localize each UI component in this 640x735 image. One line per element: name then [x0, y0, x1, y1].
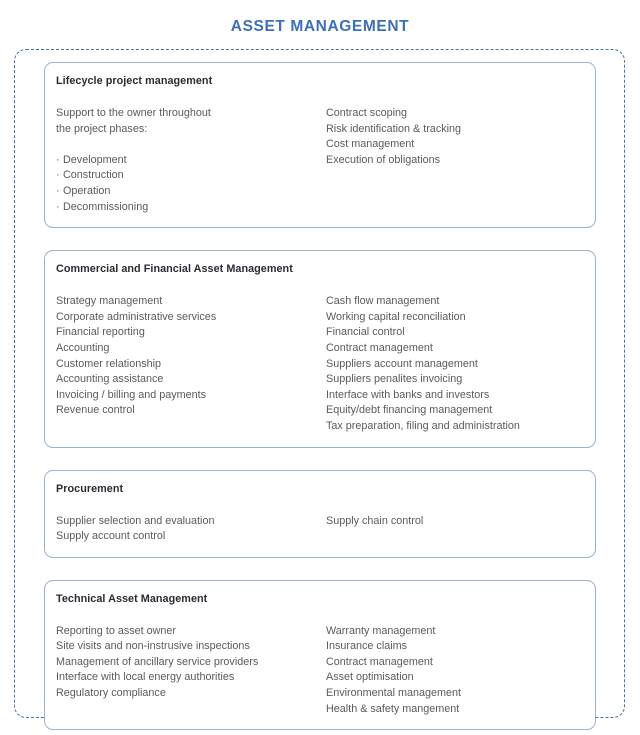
list-item: Reporting to asset owner [56, 624, 177, 637]
page-title: ASSET MANAGEMENT [230, 18, 410, 35]
list-item: Management of ancillary service providers [56, 655, 259, 668]
list-item: Execution of obligations [326, 153, 441, 166]
card-lifecycle-project-management [44, 62, 596, 228]
list-item: Contract management [326, 341, 433, 354]
list-item: Suppliers account management [326, 357, 478, 370]
bullet-icon: · [56, 184, 60, 197]
card-left-column [56, 106, 326, 215]
list-item: Working capital reconciliation [326, 310, 466, 323]
card-columns [56, 294, 584, 434]
list-item: Site visits and non-instrusive inspections [56, 640, 250, 653]
list-item: Warranty management [326, 624, 436, 637]
card-left-column [56, 514, 326, 545]
list-item [56, 184, 326, 200]
spacer [56, 137, 326, 153]
list-item: Asset optimisation [326, 671, 414, 684]
list-item [56, 153, 326, 169]
bullet-icon: · [56, 153, 60, 166]
list-item: Contract scoping [326, 107, 408, 119]
list-item: Corporate administrative services [56, 310, 217, 323]
list-item: Revenue control [56, 404, 135, 417]
card-heading: Procurement [56, 482, 124, 495]
card-right-column [326, 624, 584, 718]
list-item: Cash flow management [326, 295, 440, 308]
intro-line: Support to the owner throughout [56, 107, 211, 119]
list-item: Interface with banks and investors [326, 388, 490, 401]
list-item: Regulatory compliance [56, 687, 166, 700]
list-item-label: Decommissioning [63, 200, 149, 213]
bullet-icon: · [56, 200, 60, 213]
list-item: Interface with local energy authorities [56, 671, 235, 684]
list-item: Financial reporting [56, 326, 145, 339]
list-item: Suppliers penalites invoicing [326, 373, 463, 386]
list-item-label: Operation [63, 184, 111, 197]
card-right-column [326, 514, 584, 530]
list-item: Accounting [56, 341, 110, 354]
list-item: Insurance claims [326, 640, 408, 653]
list-item: Risk identification & tracking [326, 122, 462, 135]
card-right-column [326, 294, 584, 434]
list-item: Equity/debt financing management [326, 404, 493, 417]
card-left-column [56, 294, 326, 419]
card-columns [56, 106, 584, 215]
card-heading: Technical Asset Management [56, 592, 208, 605]
list-item-label: Development [63, 153, 127, 166]
list-item: Contract management [326, 655, 433, 668]
list-item: Accounting assistance [56, 373, 164, 386]
list-item: Financial control [326, 326, 405, 339]
card-procurement [44, 470, 596, 558]
list-item-label: Construction [63, 169, 124, 182]
list-item: Tax preparation, filing and administration [326, 419, 520, 432]
list-item: Cost management [326, 138, 415, 151]
list-item: Strategy management [56, 295, 163, 308]
card-heading: Lifecycle project management [56, 75, 213, 87]
card-technical-asset-management [44, 580, 596, 731]
list-item: Supply chain control [326, 514, 424, 527]
card-commercial-and-financial-asset-management [44, 250, 596, 447]
list-item: Customer relationship [56, 357, 162, 370]
list-item [56, 168, 326, 184]
card-columns [56, 514, 584, 545]
card-columns [56, 624, 584, 718]
list-item: Supply account control [56, 530, 166, 543]
service-cards-container [44, 62, 596, 730]
list-item: Health & safety mangement [326, 702, 460, 715]
list-item [56, 200, 326, 216]
list-item: Supplier selection and evaluation [56, 514, 215, 527]
list-item: Environmental management [326, 687, 462, 700]
card-right-column [326, 106, 584, 168]
bullet-icon: · [56, 169, 60, 182]
list-item: Invoicing / billing and payments [56, 388, 207, 401]
phase-bullet-list [56, 153, 326, 215]
card-left-column [56, 624, 326, 702]
intro-line: the project phases: [56, 122, 148, 135]
card-heading: Commercial and Financial Asset Management [56, 263, 293, 276]
